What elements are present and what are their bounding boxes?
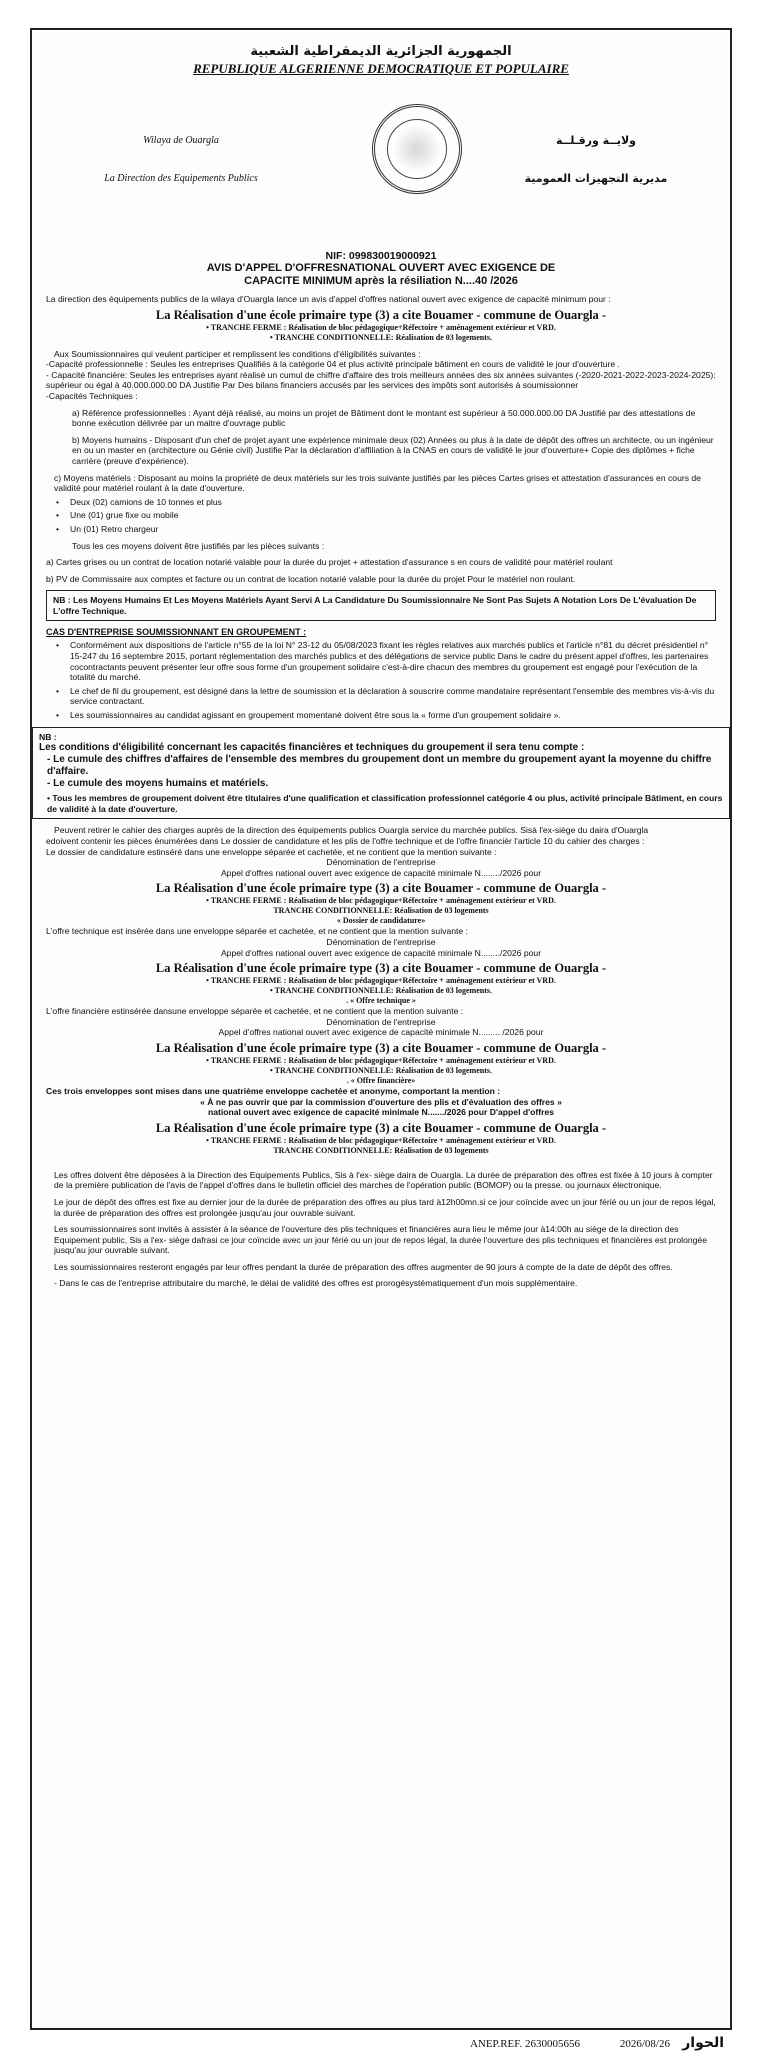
- list-item: • Un (01) Retro chargeur: [56, 524, 716, 535]
- tech-moyens-humains: b) Moyens humains - Disposant d'un chef de projet ayant une expérience minimale deux (02) Années ou plus à la date de dépôt des offres un architecte, ou un ingénieur en ou un master en (architecture ou Génie civil) Justifie Par la déclaration d'affiliation à la CNAS en cours de validité le jour d'ouverture+ Copie des diplômes + fiche carrière (preuve d'expérience).: [72, 434, 714, 466]
- project-title: La Réalisation d'une école primaire type (3) a cite Bouamer - commune de Ouargla -: [155, 307, 607, 322]
- depot-paragraph-1: Les offres doivent être déposées à la Direction des Equipements Publics, Sis à l'ex- siège daira de Ouargla. La durée de préparation des offres est fixée à 10 jours à compter de la première publication de l'avis de l'appel d'offres dans le bulletin officiel des marches de l'opération public (BOMOP) ou la presse. ou journaux électronique.: [54, 1169, 713, 1191]
- header-right-block: [496, 122, 696, 198]
- denomination-2: Dénomination de l'entreprise: [326, 936, 436, 947]
- quatrieme-enveloppe: Ces trois enveloppes sont mises dans une quatrième enveloppe cachetée et anonyme, comportant la mention :: [46, 1085, 501, 1096]
- appel-line-4: national ouvert avec exigence de capacité minimale N......./2026 pour D'appel d'offres: [207, 1107, 555, 1118]
- tranche-conditionnelle: • TRANCHE CONDITIONNELLE: Réalisation de 03 logements.: [270, 332, 492, 342]
- nb-box-2: [32, 727, 730, 820]
- technique-paragraph: L'offre technique est insérée dans une enveloppe séparée et cachetée, et ne contient que la mention suivante :: [46, 926, 468, 937]
- tranche-conditionnelle-4: • TRANCHE CONDITIONNELLE: Réalisation de 03 logements.: [270, 1065, 492, 1075]
- nb-box-1: [46, 590, 716, 621]
- appel-line-1: Appel d'offres national ouvert avec exigence de capacité minimale N......../2026 pour: [220, 867, 542, 878]
- denomination-3: Dénomination de l'entreprise: [326, 1016, 436, 1027]
- newspaper-logo: الحوار: [682, 2035, 724, 2051]
- intro-paragraph: La direction des équipements publics de la wilaya d'Ouargla lance un avis d'appel d'offres national ouvert avec exigence de capacité minimum pour :: [46, 294, 611, 304]
- financiere-paragraph: L'offre financière estinsérée dansune enveloppe séparée et cachetée, et ne contient que la mention suivante :: [46, 1006, 464, 1017]
- retrait-paragraph: Peuvent retirer le cahier des charges auprès de la direction des équipements publics Ouargla service du marchée publics. Sisà l'ex-siège du daira d'Ouargla: [54, 825, 649, 836]
- anep-reference: ANEP.REF. 2630005656: [469, 2038, 580, 2050]
- publication-date: 2026/08/26: [619, 2038, 670, 2050]
- dossier-paragraph: Le dossier de candidature estinséré dans une enveloppe séparée et cachetée, et ne contient que la mention suivante :: [46, 846, 497, 857]
- list-item: • Conformément aux dispositions de l'article n°55 de la loi N° 23-12 du 05/08/2023 fixant les règles relatives aux marchés publics et l'article n°81 du décret présidentiel n° 15-247 du 16 septembre 2015, portant réglementation des marchés publics et des délégations de service public Dans le cadre du présent appel d'offres, les partenaires cocontractants peuvent présenter leur offre sous forme d'un groupement solidaire c'est-à-dire chacun des membres du groupement est engagé pour l'exécution de la totalité du marché.: [56, 640, 716, 682]
- mention-dossier: « Dossier de candidature»: [336, 916, 426, 926]
- arabic-republic-title: الجمهورية الجزائرية الديمقراطية الشعبية: [250, 44, 512, 59]
- capacite-financiere: - Capacité financière: Seules les entreprises ayant réalisé un cumul de chiffre d'affaire des trois meilleurs années des six années suivantes (-2020-2021-2022-2023-2024-2025): supérieur ou égal à 40.000.000.00 DA Justifie Par Des bilans financiers accusés par les services des impôts sont autorisés à soumissionner: [46, 369, 716, 391]
- justif-intro: Tous les ces moyens doivent être justifiés par les pièces suivants :: [72, 540, 325, 551]
- mention-technique: . « Offre technique »: [346, 996, 416, 1006]
- nb2-line-2: - Le cumule des chiffres d'affaires de l'ensemble des membres du groupement dont un membre du groupement ayant la moyenne du chiffre d'affaire.: [47, 754, 712, 778]
- tranche-conditionnelle-2: TRANCHE CONDITIONNELLE: Réalisation de 03 logements: [273, 906, 489, 916]
- appel-line-2: Appel d'offres national ouvert avec exigence de capacité minimale N......../2026 pour: [220, 947, 542, 958]
- nif-number: NIF: 099830019000921: [325, 250, 437, 262]
- capacite-professionnelle: -Capacité professionnelle : Seules les entreprises Qualifiés à la catégorie 04 et plus activité principale bâtiment en cours de validité le jour d'ouverture .: [46, 359, 620, 370]
- depot-paragraph-5: - Dans le cas de l'entreprise attributaire du marché, le délai de validité des offres est prorogésystématiquement d'un mois supplémentaire.: [54, 1278, 578, 1289]
- materiels-list: [46, 497, 716, 535]
- nb-text-1: NB : Les Moyens Humains Et Les Moyens Matériels Ayant Servi A La Candidature Du Soumissionnaire Ne Sont Pas Sujets A Notation Lors De L'évaluation De L'offre Technique.: [53, 595, 697, 616]
- national-seal-icon: [372, 104, 462, 194]
- tech-reference: a) Référence professionnelles : Ayant déjà réalisé, au moins un projet de Bâtiment dont le montant est supérieur à 50.000.000.00 DA Justifié par des attestations de bonne exécution délivrée par un maitre d'ouvrage public: [72, 407, 696, 429]
- justif-a: a) Cartes grises ou un contrat de location notarié valable pour la durée du projet + attestation d'assurance s en cours de validité pour matériel roulant: [46, 557, 613, 568]
- tranche-ferme-4: • TRANCHE FERME : Réalisation de bloc pédagogique+Réfectoire + aménagement extérieur et VRD.: [206, 1055, 556, 1065]
- project-title-3: La Réalisation d'une école primaire type (3) a cite Bouamer - commune de Ouargla -: [155, 961, 607, 976]
- denomination-1: Dénomination de l'entreprise: [326, 857, 436, 868]
- groupement-title: CAS D'ENTREPRISE SOUMISSIONNANT EN GROUPEMENT :: [46, 627, 307, 638]
- depot-paragraph-3: Les soumissionnaires sont invités à assister à la séance de l'ouverture des plis techniques et financières aura lieu le même jour à14:00h au siège de la direction des Equipement public, Sis a l'ex- siège dafrasi ce jour coïncide avec un jour férié ou un jour de repos légal, la durée l'ouverture des plis techniques et financières est prolongée jusqu'au jour ouvrable suivant.: [54, 1224, 707, 1256]
- list-item: • Deux (02) camions de 10 tonnes et plus: [56, 497, 716, 508]
- wilaya-label: Wilaya de Ouargla: [143, 135, 219, 146]
- depot-paragraph-2: Le jour de dépôt des offres est fixe au dernier jour de la durée de préparation des offres au plus tard à12h00mn.si ce jour coïncide avec un jour férié ou un jour de repos légal, la durée de préparation des offres est prolongée jusqu'au jour ouvrable suivant.: [54, 1196, 716, 1218]
- notice-title-line-2: CAPACITE MINIMUM après la résiliation N....40 /2026: [244, 275, 518, 287]
- capacites-techniques-label: -Capacités Techniques :: [46, 390, 138, 401]
- tech-moyens-materiels: c) Moyens matériels : Disposant au moins la propriété de deux matériels sur les trois suivante justifiés par les pièces Cartes grises et attestation d'assurances en cours de validité pour matériel roulant à la date d'ouverture.: [54, 472, 701, 494]
- nb2-line-4: • Tous les membres de groupement doivent être titulaires d'une qualification et classification professionnel catégorie 4 ou plus, activité principale Bâtiment, en cours de validité à la date d'ouverture.: [47, 793, 723, 814]
- list-item: • Une (01) grue fixe ou mobile: [56, 510, 716, 521]
- tranche-ferme-3: • TRANCHE FERME : Réalisation de bloc pédagogique+Réfectoire + aménagement extérieur et VRD.: [206, 976, 556, 986]
- header-left-block: [66, 122, 296, 198]
- groupement-list: [46, 640, 716, 720]
- ne-pas-ouvrir: « À ne pas ouvrir que par la commission d'ouverture des plis et d'évaluation des offres »: [200, 1096, 562, 1107]
- project-title-2: La Réalisation d'une école primaire type (3) a cite Bouamer - commune de Ouargla -: [155, 881, 607, 896]
- appel-line-3: Appel d'offres national ouvert avec exigence de capacité minimale N......... /2026 pour: [218, 1027, 544, 1038]
- list-item: • Le chef de fil du groupement, est désigné dans la lettre de soumission et la déclaration à souscrire comme mandataire représentant l'ensemble des membres vis-à-vis du service contractant.: [56, 686, 716, 707]
- justif-b: b) PV de Commissaire aux comptes et facture ou un contrat de location notarié valable pour la durée du projet Pour le matériel non roulant.: [46, 573, 576, 584]
- direction-label-ar: مديرية التجهيزات العمومية: [524, 172, 668, 185]
- letterhead: [46, 44, 716, 244]
- nb2-line-1: Les conditions d'éligibilité concernant les capacités financières et techniques du groupement il sera tenu compte :: [39, 742, 585, 754]
- tranche-ferme: • TRANCHE FERME : Réalisation de bloc pédagogique+Réfectoire + aménagement extérieur et VRD.: [206, 322, 556, 332]
- pieces-paragraph: edoivent contenir les pièces énumérées dans Le dossier de candidature et les plis de l'offre technique et de l'offre financièr l'article 10 du cahier des charges :: [46, 836, 645, 846]
- nb2-line-3: - Le cumule des moyens humains et matériels.: [47, 778, 269, 790]
- list-item: • Les soumissionnaires au candidat agissant en groupement momentané doivent être sous la « forme d'un groupement solidaire ».: [56, 710, 716, 721]
- project-title-5: La Réalisation d'une école primaire type (3) a cite Bouamer - commune de Ouargla -: [155, 1120, 607, 1135]
- tranche-ferme-2: • TRANCHE FERME : Réalisation de bloc pédagogique+Réfectoire + aménagement extérieur et VRD.: [206, 896, 556, 906]
- wilaya-label-ar: ولايــة ورقـلــة: [556, 134, 636, 147]
- conditions-intro: Aux Soumissionnaires qui veulent participer et remplissent les conditions d'éligibilités suivantes :: [54, 348, 421, 359]
- tranche-ferme-5: • TRANCHE FERME : Réalisation de bloc pédagogique+Réfectoire + aménagement extérieur et VRD.: [206, 1135, 556, 1145]
- tranche-conditionnelle-3: • TRANCHE CONDITIONNELLE: Réalisation de 03 logements.: [270, 986, 492, 996]
- notice-page: [30, 28, 732, 2051]
- depot-paragraph-4: Les soumissionnaires resteront engagés par leur offres pendant la durée de préparation des offres augmenter de 90 jours à compte de la date de dépôt des offres.: [54, 1261, 673, 1272]
- footer: [32, 2034, 730, 2058]
- nb-label: NB :: [39, 731, 57, 742]
- direction-label: La Direction des Equipements Publics: [104, 173, 258, 184]
- notice-title-line-1: AVIS D'APPEL D'OFFRESNATIONAL OUVERT AVEC EXIGENCE DE: [206, 262, 556, 274]
- french-republic-title: REPUBLIQUE ALGERIENNE DEMOCRATIQUE ET POPULAIRE: [193, 61, 569, 76]
- project-title-4: La Réalisation d'une école primaire type (3) a cite Bouamer - commune de Ouargla -: [155, 1040, 607, 1055]
- tranche-conditionnelle-5: TRANCHE CONDITIONNELLE: Réalisation de 03 logements: [273, 1145, 489, 1155]
- mention-financiere: . « Offre financière»: [346, 1075, 416, 1085]
